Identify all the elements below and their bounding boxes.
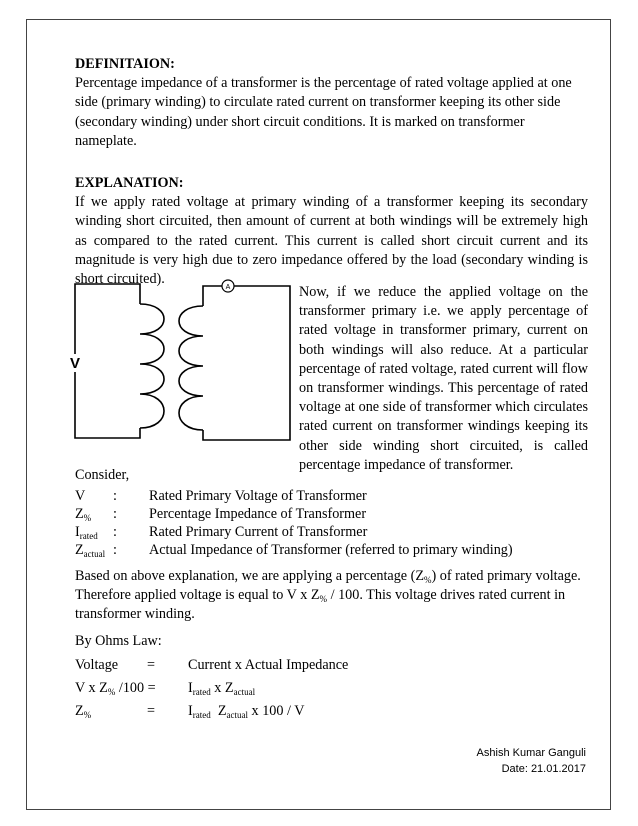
- ohms-law-heading: By Ohms Law:: [75, 633, 162, 649]
- variable-symbol: $Z_{actual}$: [75, 542, 106, 559]
- ammeter-label: A: [225, 284, 231, 291]
- primary-top-wire: [75, 284, 140, 354]
- variable-symbol: $Z_{\%}$: [75, 506, 92, 523]
- primary-coil: [140, 304, 164, 428]
- transformer-circuit-diagram: [72, 268, 304, 464]
- explanation-heading: EXPLANATION:: [75, 175, 184, 191]
- variable-description: Rated Primary Voltage of Transformer: [149, 488, 367, 504]
- variable-colon: :: [113, 542, 117, 558]
- definition-heading: DEFINITAION:: [75, 56, 175, 72]
- author-name: Ashish Kumar Ganguli: [476, 747, 586, 759]
- author-date: Date: 21.01.2017: [501, 763, 586, 775]
- variable-symbol: $I_{rated}$: [75, 524, 98, 541]
- variable-description: Percentage Impedance of Transformer: [149, 506, 367, 522]
- explanation-body: If we apply rated voltage at primary winding of a transformer keeping its secondary winding short circuited, then amount of current at both windings will be extremely high as compared to the rated current. This current is called short circuit current and its magnitude is very high due to zero impedance offered by the load (secondary winding is short circuited).: [75, 194, 588, 288]
- secondary-coil: [179, 306, 203, 430]
- explanation-side-text: Now, if we reduce the applied voltage on the transformer primary i.e. we apply percentage of rated voltage in transformer primary, current on both windings will also reduce. At a particular percentage of rated voltage, rated current will flow on transformer windings. This percentage of rated voltage at one side of transformer which circulates rated current on transformer windings keeping its other side winding short circuited, is called percentage impedance of transformer.: [299, 284, 588, 473]
- primary-bottom-wire: [75, 372, 140, 438]
- definition-body: Percentage impedance of a transformer is the percentage of rated voltage applied at one side (primary winding) to circulate rated current on transformer keeping its other side (secondary winding) under short circuit conditions. It is marked on transformer nameplate.: [75, 75, 572, 149]
- secondary-short-wire: [203, 286, 290, 440]
- variable-description: Actual Impedance of Transformer (referred to primary winding): [149, 542, 513, 558]
- variable-description: Rated Primary Current of Transformer: [149, 524, 368, 540]
- variable-colon: :: [113, 524, 117, 540]
- variable-colon: :: [113, 488, 117, 504]
- variable-symbol: V: [75, 488, 86, 504]
- definition-section: [75, 55, 588, 151]
- voltage-label: V: [70, 355, 81, 372]
- secondary-top-wire: [203, 286, 222, 306]
- applied-voltage-paragraph: Based on above explanation, we are applying a percentage $(Z_{\%})$ of rated primary voltage. Therefore applied voltage is equal to V x $Z_{\%} / 100$. This voltage drives rated current in transformer winding.: [75, 568, 581, 623]
- variable-colon: :: [113, 506, 117, 522]
- consider-heading: Consider,: [75, 467, 130, 483]
